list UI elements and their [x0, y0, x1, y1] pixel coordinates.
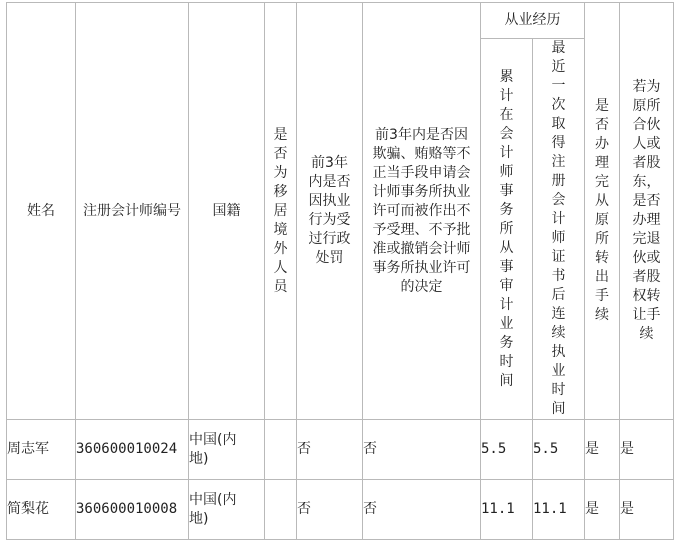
cell-emigrant: [265, 420, 297, 480]
cell-name: 简梨花: [7, 480, 76, 540]
cell-name: 周志军: [7, 420, 76, 480]
cell-admin-penalty: 否: [297, 420, 363, 480]
cell-partner-exit: 是: [620, 480, 674, 540]
cell-nationality: 中国(内地): [189, 420, 265, 480]
cell-exp-recent: 11.1: [533, 480, 585, 540]
header-name: 姓名: [7, 3, 76, 420]
cell-cpa-no: 360600010024: [76, 420, 189, 480]
cell-cpa-no: 360600010008: [76, 480, 189, 540]
cell-exp-total: 5.5: [481, 420, 533, 480]
header-exp-recent: 最近一次取得注册会计师证书后连续执业时间: [533, 39, 585, 420]
header-fraud-decision: 前3年内是否因欺骗、贿赂等不正当手段申请会计师事务所执业许可而被作出不予受理、不予批准或撤销会计师事务所执业许可的决定: [363, 3, 481, 420]
cpa-info-table: [6, 2, 674, 540]
cell-emigrant: [265, 480, 297, 540]
cell-exp-total: 11.1: [481, 480, 533, 540]
cell-nationality: 中国(内地): [189, 480, 265, 540]
header-emigrant: 是否为移居境外人员: [265, 3, 297, 420]
cell-partner-exit: 是: [620, 420, 674, 480]
table-row: [7, 420, 674, 480]
cell-admin-penalty: 否: [297, 480, 363, 540]
header-transfer-done: 是否办理完从原所转出手续: [585, 3, 620, 420]
header-experience-group: 从业经历: [481, 3, 585, 39]
header-partner-exit: 若为原所合伙人或者股东，是否办理完退伙或者股权转让手续: [620, 3, 674, 420]
header-exp-total: 累计在会计师事务所从事审计业务时间: [481, 39, 533, 420]
cell-transfer-done: 是: [585, 420, 620, 480]
header-admin-penalty: 前3年内是否因执业行为受过行政处罚: [297, 3, 363, 420]
cell-fraud-decision: 否: [363, 480, 481, 540]
cell-fraud-decision: 否: [363, 420, 481, 480]
header-nationality: 国籍: [189, 3, 265, 420]
cell-exp-recent: 5.5: [533, 420, 585, 480]
header-cpa-no: 注册会计师编号: [76, 3, 189, 420]
table-row: [7, 480, 674, 540]
cell-transfer-done: 是: [585, 480, 620, 540]
